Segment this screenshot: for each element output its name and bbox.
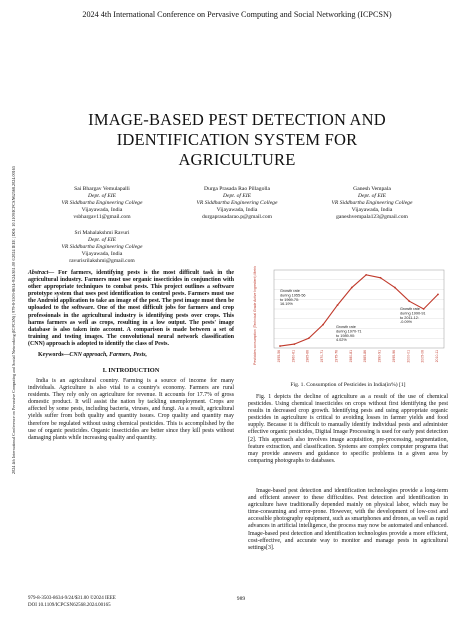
title-line-3: AGRICULTURE xyxy=(178,150,296,169)
data-point xyxy=(408,300,410,302)
author-dept: Dept. of EIE xyxy=(87,193,117,199)
data-point xyxy=(279,345,281,347)
author-city: Vijayawada, India xyxy=(351,207,393,213)
footer-doi: DOI 10.1109/ICPCSN62568.2024.00165 xyxy=(28,602,111,608)
right-paragraph-1: Fig. 1 depicts the decline of agriculture as a result of the use of chemical pesticides. Using chemical insecticides on crops without first identifying the pest results in decreased crop growth. Identifying pests and using appropriate organic pesticides in agriculture is critical to avoiding losses in farmer yields and food supply. Because it is difficult to manually identify individual pests and administer effective organic pesticides, Digital Image Processing is used for early pest detection [2]. This approach also involves image acquisition, pre-processing, segmentation, feature extraction, and classification. Systems are complex computer programs that may provide answers and guidance to specific problems in a given area by comparing photographs to databases. xyxy=(248,394,448,464)
x-tick-label: 1985-86 xyxy=(363,350,368,363)
right-paragraph-2: Image-based pest detection and identification technologies provide a long-term and efficient answer to these difficulties. Pest detection and identification in agriculture have traditionally depended mainly on physical labor, which may be time-consuming and error-prone. However, with the development of low-cost and accessible photography equipment, such as smartphones and drones, as well as rapid advances in artificial intelligence, the process may now be automated and enhanced. Image-based pest detection and identification technologies provide a more efficient, cost-effective, and accurate way to monitor and manage pests in agricultural settings[3]. xyxy=(248,488,448,551)
x-tick-label: 2010-11 xyxy=(435,350,439,363)
intro-heading: I. INTRODUCTION xyxy=(102,367,160,374)
author-dept: Dept. of EIE xyxy=(87,237,117,243)
data-point xyxy=(308,337,310,339)
pesticide-line-chart xyxy=(248,266,448,378)
data-point xyxy=(423,308,425,310)
author-city: Vijayawada, India xyxy=(81,251,123,257)
keywords-text: CNN approach, Farmers, Pests, xyxy=(69,352,147,358)
keywords-label: Keywords— xyxy=(38,352,70,358)
chart-annotation: Growth rate during 1990-91 to 2011-12: -0.09% xyxy=(400,307,426,325)
figure-caption: Fig. 1. Consumption of Pesticides in India(in%) [1] xyxy=(290,382,406,388)
author-city: Vijayawada, India xyxy=(81,207,123,213)
data-point xyxy=(380,277,382,279)
author-name: Ganesh Vempala xyxy=(353,186,391,192)
author-name: Sri Mahalakshmi Ravuri xyxy=(74,230,130,236)
author-city: Vijayawada, India xyxy=(216,207,258,213)
abstract-label: Abstract xyxy=(28,270,49,276)
data-point xyxy=(437,293,439,295)
footer-isbn: 979-8-3503-8634-9/24/$31.00 ©2024 IEEE xyxy=(28,596,116,601)
author-dept: Dept. of EIE xyxy=(222,193,252,199)
author-block-2 xyxy=(173,186,301,221)
x-tick-label: 1955-56 xyxy=(277,350,281,363)
author-block-3 xyxy=(308,186,436,221)
side-doi-text: 2024 4th International Conference on Pervasive Computing and Social Networking (ICPCSN) | 979-8-3503-8634-9/24/$31.00 ©2024 IEEE | DOI: 10.1109/ICPCSN62568.2024.00165 xyxy=(11,166,16,474)
side-doi-strip xyxy=(2,60,16,580)
author-email: vsbhargav11@gmail.com xyxy=(73,214,131,220)
author-block-1 xyxy=(38,186,166,221)
abstract-paragraph xyxy=(28,270,234,348)
x-tick-label: 1995-96 xyxy=(391,350,396,363)
x-tick-label: 1990-91 xyxy=(377,350,382,363)
page-number: 989 xyxy=(236,596,246,602)
data-point xyxy=(394,287,396,289)
author-name: Sai Bhargav Vemulapalli xyxy=(74,186,130,192)
x-tick-label: 1970-71 xyxy=(320,350,325,363)
footer-ids xyxy=(28,596,228,609)
title-line-2: IDENTIFICATION SYSTEM FOR xyxy=(116,130,358,149)
x-tick-label: 1975-76 xyxy=(334,350,339,363)
data-point xyxy=(322,324,324,326)
x-tick-label: 2000-01 xyxy=(406,350,411,363)
intro-paragraph: India is an agricultural country. Farming is a source of income for many individuals. Agriculture is also vital to a country's economy. Farmers are rural residents. They rely only on agriculture for revenue. It accounts for 17.7% of gross domestic product. It will assist the nation by tackling unemployment. Crops are affected by some pests, including bacteria, viruses, and fungi. As a result, agricultural yields suffer from both quality and quantity issues. Crop quality and quantity may therefore be regulated without using chemical pesticides. This is accomplished by the use of organic pesticides. Organic insecticides are better since they kill pests without damaging plants while increasing quality and quantity. xyxy=(28,378,234,441)
author-email: ravurisrilakshmi@gmail.com xyxy=(69,258,135,264)
author-email: durgaprasadarao.p@gmail.com xyxy=(202,214,272,220)
author-dept: Dept. of EIE xyxy=(357,193,387,199)
data-point xyxy=(365,274,367,276)
data-point xyxy=(337,304,339,306)
x-tick-label: 1960-61 xyxy=(291,350,296,363)
author-email: ganeshvempala123@gmail.com xyxy=(336,214,408,220)
author-name: Durga Prasada Rao Pillagolla xyxy=(204,186,270,192)
author-inst: VR Siddhartha Engineering College xyxy=(61,200,143,206)
author-block-4 xyxy=(38,230,166,265)
chart-annotation: Growth rate during 1970-71 to 1989-90: 4.02% xyxy=(336,325,362,343)
author-inst: VR Siddhartha Engineering College xyxy=(196,200,278,206)
title-line-1: IMAGE-BASED PEST DETECTION AND xyxy=(88,110,386,129)
paper-title xyxy=(30,110,444,170)
author-inst: VR Siddhartha Engineering College xyxy=(61,244,143,250)
x-tick-label: 2005-06 xyxy=(420,350,425,363)
y-axis-label: Pesticides consumption (Technical Grade Active Ingredient) Metric Tonne xyxy=(253,266,257,365)
keywords-line xyxy=(38,352,234,359)
chart-annotation: Growth rate during 1955-56 to 1969-70: 16.19% xyxy=(280,289,306,307)
author-inst: VR Siddhartha Engineering College xyxy=(331,200,413,206)
abstract-text: — For farmers, identifying pests is the most difficult task in the agricultural industry. Farmers must use organic insecticides in conjunction with other appropriate techniques to combat pests. This project outlines a software prototype system that uses pest identification to control pests. Farmers must use the Android application to take an image of the pest. The pest image must then be uploaded to the software. One of the most difficult jobs for farmers and crop professionals in the agricultural industry is identifying pests over crops. This harms farmers as well as crops, resulting in a low output. The pests' image database is also taken into account. A comparison is made between a set of training and testing images. The convolutional neural network classification (CNN) approach is adopted to identify the class of Pests. xyxy=(28,270,234,347)
conference-header: 2024 4th International Conference on Pervasive Computing and Social Networking (ICPCSN) xyxy=(82,10,392,19)
data-point xyxy=(351,287,353,289)
x-tick-label: 1980-81 xyxy=(348,350,353,363)
data-point xyxy=(293,343,295,345)
x-tick-label: 1965-66 xyxy=(305,350,310,363)
figure-1 xyxy=(248,266,448,378)
